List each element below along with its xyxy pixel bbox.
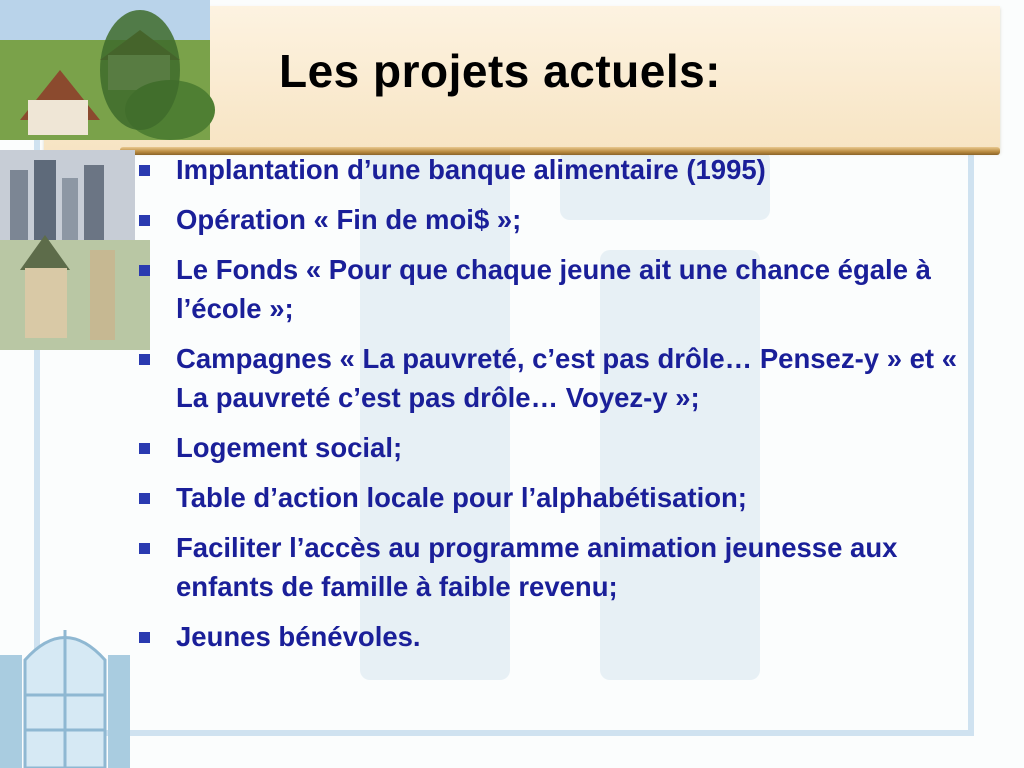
list-item-text: Implantation d’une banque alimentaire (1995) (176, 154, 766, 185)
list-item (136, 528, 986, 606)
square-bullet-icon (139, 165, 150, 176)
square-bullet-icon (139, 265, 150, 276)
list-item-text: Campagnes « La pauvreté, c’est pas drôle… Pensez-y » et « La pauvreté c’est pas drôle… Voyez-y »; (176, 343, 958, 413)
list-item (136, 250, 986, 328)
square-bullet-icon (139, 632, 150, 643)
square-bullet-icon (139, 443, 150, 454)
list-item-text: Le Fonds « Pour que chaque jeune ait une chance égale à l’école »; (176, 254, 931, 324)
square-bullet-icon (139, 215, 150, 226)
list-item-text: Table d’action locale pour l’alphabétisation; (176, 482, 747, 513)
list-item-text: Logement social; (176, 432, 403, 463)
window-decoration-image (0, 615, 140, 768)
collage-chateau (0, 240, 150, 350)
list-item (136, 200, 986, 239)
list-item (136, 150, 986, 189)
square-bullet-icon (139, 543, 150, 554)
list-item (136, 617, 986, 656)
square-bullet-icon (139, 493, 150, 504)
slide-title: Les projets actuels: (278, 45, 722, 97)
list-item-text: Opération « Fin de moi$ »; (176, 204, 522, 235)
list-item (136, 428, 986, 467)
list-item-text: Faciliter l’accès au programme animation jeunesse aux enfants de famille à faible revenu; (176, 532, 898, 602)
list-item (136, 339, 986, 417)
square-bullet-icon (139, 354, 150, 365)
list-item (136, 478, 986, 517)
bullet-list (136, 150, 986, 667)
list-item-text: Jeunes bénévoles. (176, 621, 421, 652)
